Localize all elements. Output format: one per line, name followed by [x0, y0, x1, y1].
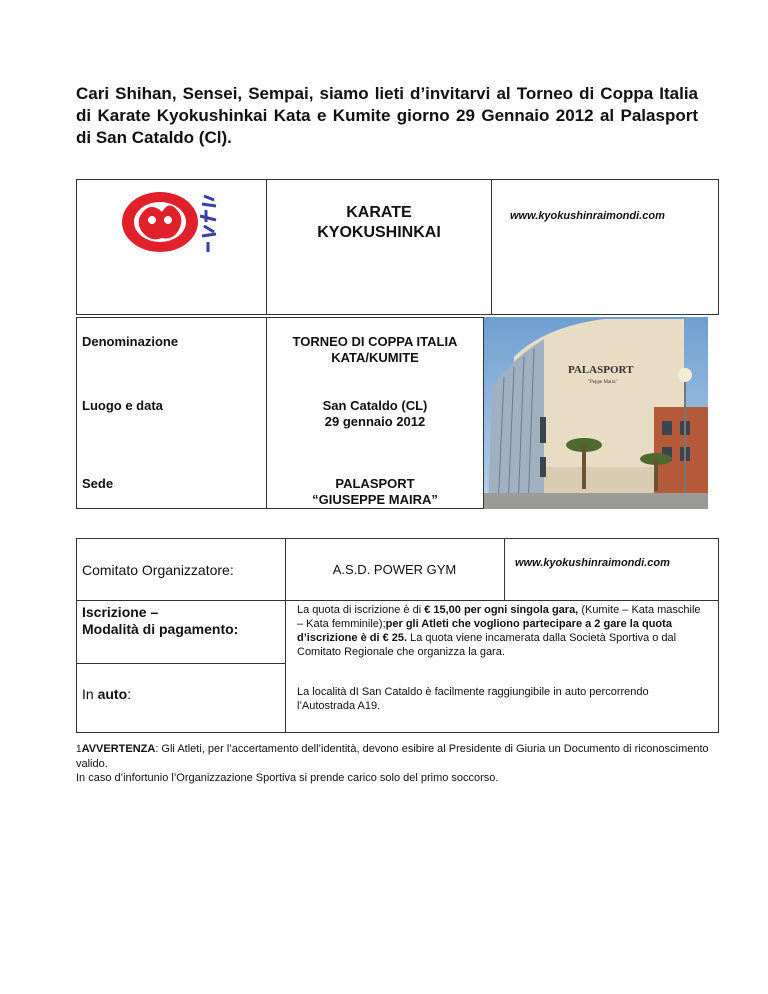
denominazione-label: Denominazione	[82, 334, 179, 349]
luogo-line1: San Cataldo (CL)	[322, 398, 428, 413]
palasport-photo	[484, 317, 708, 509]
denominazione-value	[268, 334, 482, 366]
kyokushin-logo	[118, 186, 228, 256]
auto-label-bold: auto	[97, 686, 128, 702]
iscrizione-label	[82, 604, 238, 638]
warning-text: : Gli Atleti, per l’accertamento dell’identità, devono esibire al Presidente di Giuria un Documento di riconoscimento valido.	[76, 743, 709, 770]
iscrizione-label-line2: Modalità di pagamento:	[82, 621, 239, 637]
denominazione-line1: TORNEO DI COPPA ITALIA	[292, 334, 458, 349]
org-website-link[interactable]: www.kyokushinraimondi.com	[515, 557, 670, 569]
luogo-label: Luogo e data	[82, 398, 163, 413]
luogo-line2: 29 gennaio 2012	[324, 414, 426, 429]
footnote-number: 1	[76, 744, 82, 755]
photo-sign: PALASPORT	[568, 364, 634, 376]
intro-paragraph: Cari Shihan, Sensei, Sempai, siamo lieti d’invitarvi al Torneo di Coppa Italia di Karate Kyokushinkai Kata e Kumite giorno 29 Gennaio 2012 al Palasport di San Cataldo (Cl).	[76, 84, 698, 147]
auto-value: La località dI San Cataldo è facilmente raggiungibile in auto percorrendo l’Autostrada A19.	[297, 686, 649, 712]
warning-note	[76, 742, 716, 785]
comitato-value: A.S.D. POWER GYM	[332, 562, 457, 577]
brand-title	[284, 203, 474, 243]
denominazione-line2: KATA/KUMITE	[331, 350, 419, 365]
brand-line1: KARATE	[346, 204, 412, 221]
sede-line2: “GIUSEPPE MAIRA”	[312, 492, 438, 507]
sede-label: Sede	[82, 476, 114, 491]
sede-value	[268, 476, 482, 508]
iscrizione-value	[297, 603, 707, 659]
warning-line2: In caso d’infortunio l’Organizzazione Sportiva si prende carico solo del primo soccorso.	[76, 772, 499, 784]
luogo-value	[268, 398, 482, 430]
header-website-link[interactable]: www.kyokushinraimondi.com	[510, 210, 665, 222]
comitato-label: Comitato Organizzatore:	[82, 562, 234, 578]
iscrizione-text3: La quota viene incamerata dalla Società Sportiva o dal Comitato Regionale che organizza la gara.	[297, 632, 677, 658]
auto-label-pre: In	[82, 686, 98, 702]
auto-label-post: :	[127, 686, 132, 702]
auto-label	[82, 686, 131, 702]
iscrizione-label-line1: Iscrizione –	[82, 604, 159, 620]
iscrizione-text2: (Kumite – Kata maschile – Kata femminile);	[297, 604, 701, 630]
brand-line2: KYOKUSHINKAI	[317, 224, 441, 241]
iscrizione-bold2: per gli Atleti che vogliono partecipare a 2 gare la quota d’iscrizione è di € 25.	[297, 618, 672, 644]
iscrizione-text1: La quota di iscrizione è di	[297, 604, 425, 616]
sede-line1: PALASPORT	[335, 476, 415, 491]
photo-subsign: "Peppe Maira"	[588, 380, 618, 385]
warning-line1	[76, 742, 716, 771]
warning-bold: AVVERTENZA	[81, 743, 156, 755]
iscrizione-bold1: € 15,00 per ogni singola gara,	[424, 604, 582, 616]
